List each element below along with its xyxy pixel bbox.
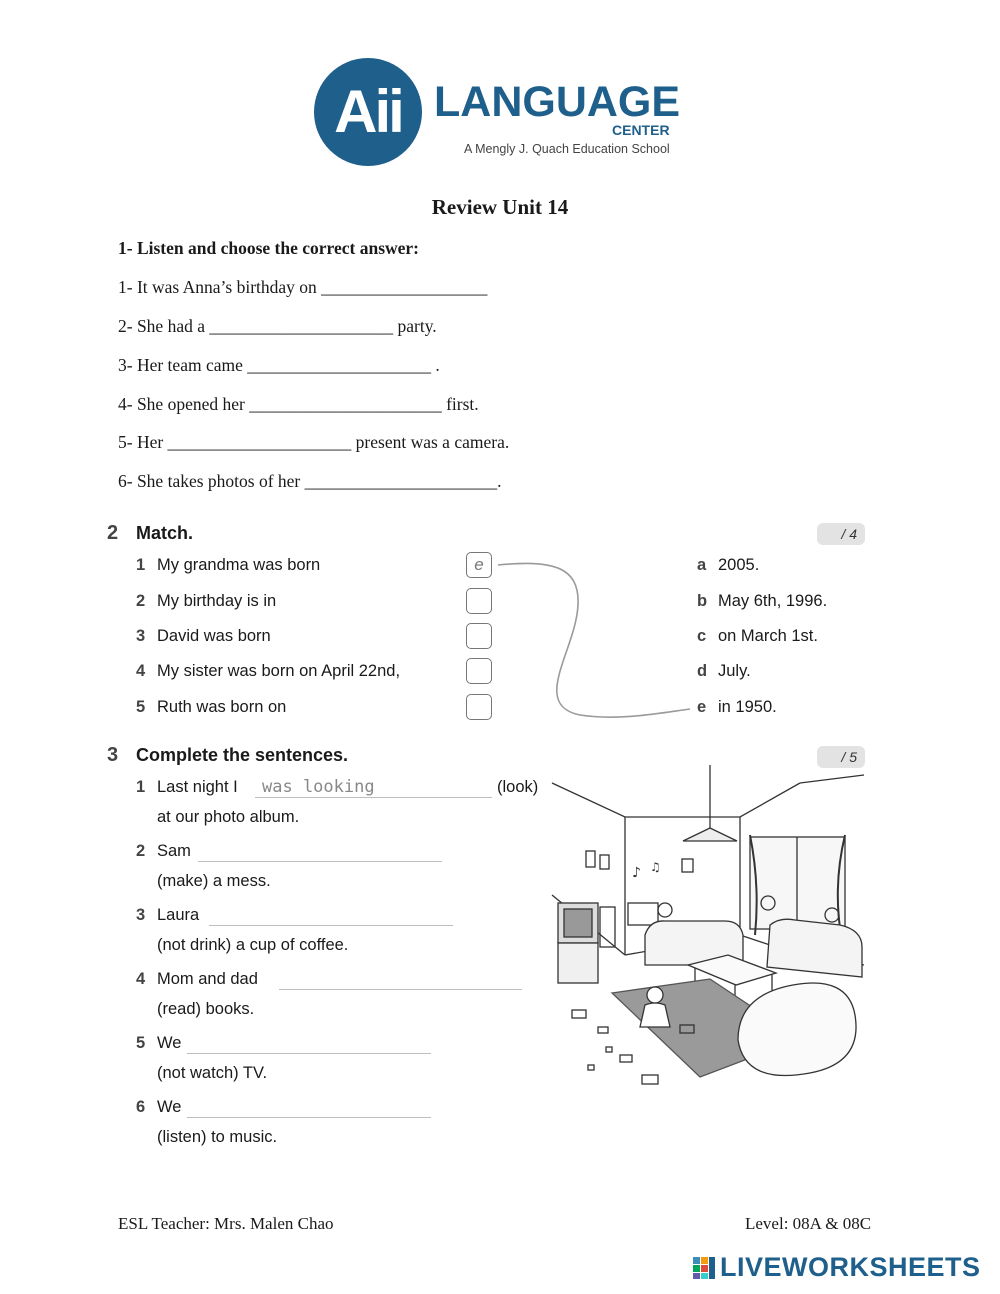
match-text: My grandma was born [157,556,321,574]
sentence-end: (not watch) TV. [157,1064,268,1082]
sentence-start: Mom and dad [157,970,258,988]
liveworksheets-brand: LIVEWORKSHEETS [720,1252,981,1282]
sentence-start: We [157,1034,182,1052]
answer-field[interactable] [255,797,492,798]
match-number: 1 [136,556,146,574]
listen-item: 4- She opened her ______________________ first. [118,394,479,414]
footer-teacher: ESL Teacher: Mrs. Malen Chao [118,1214,334,1233]
option-text: 2005. [718,556,760,574]
match-answer-box[interactable]: e [466,552,492,578]
logo-tagline: A Mengly J. Quach Education School [464,142,670,156]
listen-item: 6- She takes photos of her ______________________. [118,471,502,491]
answer-field[interactable] [187,1053,431,1054]
section3-title: Complete the sentences. [136,745,349,765]
option-text: May 6th, 1996. [718,592,828,610]
sentence-number: 5 [136,1034,146,1052]
match-text: David was born [157,627,271,645]
match-number: 2 [136,592,146,610]
sentence-start: Laura [157,906,200,924]
logo-mark: Aii [314,58,422,166]
section2-title: Match. [136,523,194,543]
option-letter: e [697,698,707,716]
listen-item: 1- It was Anna’s birthday on ___________________ [118,277,488,297]
sentence-start: We [157,1098,182,1116]
match-connector-line [490,555,700,725]
option-text: July. [718,662,751,680]
match-answer-box[interactable] [466,694,492,720]
option-letter: d [697,662,708,680]
match-number: 4 [136,662,146,680]
answer-field[interactable] [279,989,522,990]
option-letter: a [697,556,707,574]
match-answer-box[interactable] [466,588,492,614]
sentence-end: (read) books. [157,1000,255,1018]
match-number: 3 [136,627,146,645]
section3-score: / 5 [817,746,865,768]
section1-heading: 1- Listen and choose the correct answer: [118,238,420,258]
option-text: in 1950. [718,698,777,716]
section2-score: / 4 [817,523,865,545]
living-room-illustration [550,765,866,1105]
match-text: My birthday is in [157,592,277,610]
section3-number: 3 [107,744,119,766]
answer-field[interactable] [187,1117,431,1118]
match-number: 5 [136,698,146,716]
answer-field[interactable] [209,925,453,926]
sentence-end: (listen) to music. [157,1128,278,1146]
page-title: Review Unit 14 [431,195,569,219]
match-answer-box[interactable] [466,623,492,649]
answer-text: was looking [262,777,375,797]
sentence-number: 6 [136,1098,146,1116]
sentence-end: at our photo album. [157,808,300,826]
sentence-start: Sam [157,842,191,860]
verb-hint: (look) [497,778,539,796]
sentence-number: 1 [136,778,146,796]
answer-field[interactable] [198,861,442,862]
logo-name: LANGUAGE [434,78,681,126]
option-letter: c [697,627,707,645]
match-text: My sister was born on April 22nd, [157,662,401,680]
footer-level: Level: 08A & 08C [745,1214,872,1233]
sentence-start: Last night I [157,778,238,796]
sentence-end: (make) a mess. [157,872,271,890]
section2-number: 2 [107,522,119,544]
listen-item: 5- Her _____________________ present was a camera. [118,432,510,452]
option-text: on March 1st. [718,627,818,645]
match-answer-box[interactable] [466,658,492,684]
sentence-number: 2 [136,842,146,860]
school-logo [314,56,684,168]
listen-item: 3- Her team came _____________________ . [118,355,440,375]
svg-text:♫: ♫ [650,860,661,874]
liveworksheets-logo-icon [693,1257,715,1279]
svg-text:♪: ♪ [632,865,641,881]
option-letter: b [697,592,708,610]
listen-item: 2- She had a _____________________ party. [118,316,437,336]
match-text: Ruth was born on [157,698,287,716]
sentence-number: 3 [136,906,146,924]
logo-sub: CENTER [612,122,670,138]
sentence-number: 4 [136,970,146,988]
sentence-end: (not drink) a cup of coffee. [157,936,349,954]
